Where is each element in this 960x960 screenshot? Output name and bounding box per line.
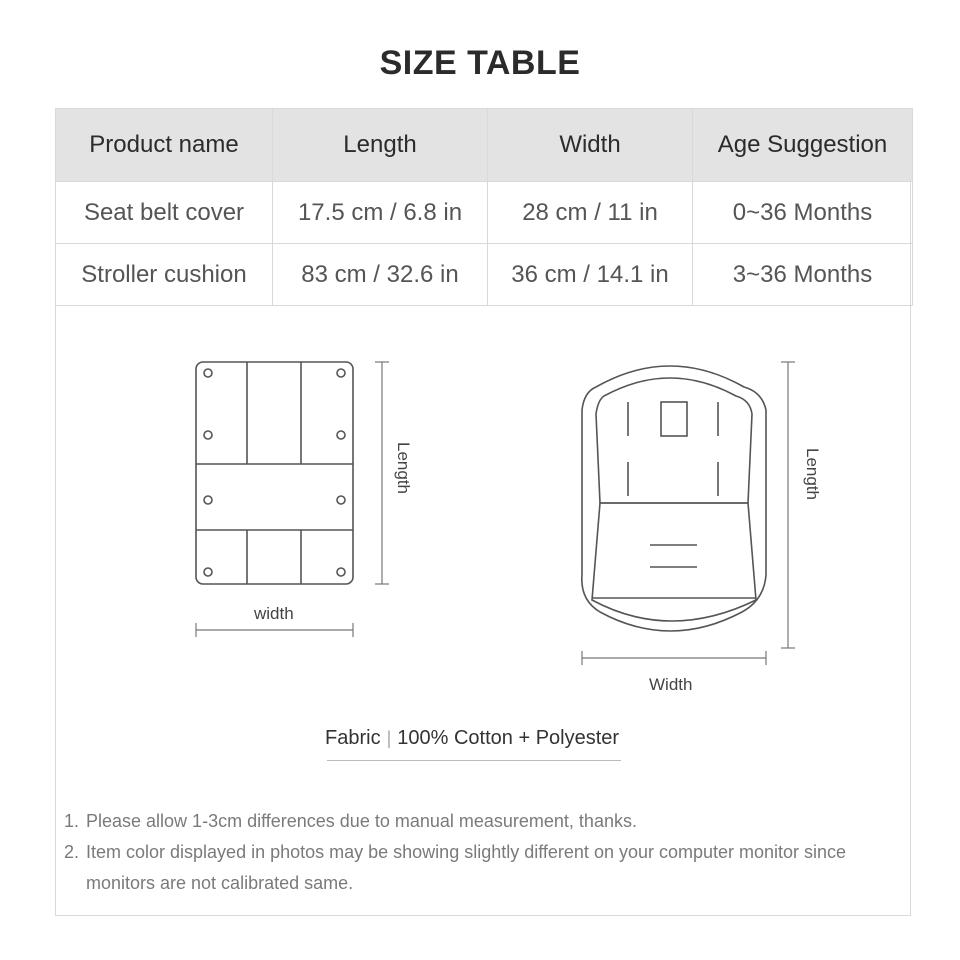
seat-belt-cover-diagram [185,350,425,650]
table-row [56,244,913,306]
left-width-label: width [254,604,294,623]
cushion-slot [661,402,687,436]
fabric-underline [327,760,621,761]
table-row [56,182,913,244]
table-header-row [56,109,913,182]
snap-dot [337,369,345,377]
left-length-label: Length [394,442,413,494]
header-age-suggestion: Age Suggestion [693,109,913,182]
list-item [64,837,914,899]
right-length-label: Length [803,448,822,500]
cell-age: 0~36 Months [693,182,913,244]
cell-length: 17.5 cm / 6.8 in [273,182,488,244]
cover-outline [196,362,353,584]
header-length: Length [273,109,488,182]
cell-age: 3~36 Months [693,244,913,306]
cushion-seat [592,503,756,621]
right-width-label: Width [649,675,693,694]
fabric-label: Fabric [325,727,381,749]
fabric-value: 100% Cotton + Polyester [397,727,620,749]
note-number: 2. [64,842,80,862]
note-text: Item color displayed in photos may be showing slightly different on your computer monitor since monitors are not calibrated same. [86,842,847,893]
snap-dot [204,568,212,576]
stroller-cushion-diagram [570,350,810,680]
fabric-separator: | [386,728,392,748]
page-title: SIZE TABLE [379,44,581,82]
header-product-name: Product name [56,109,273,182]
header-width: Width [488,109,693,182]
cell-width: 36 cm / 14.1 in [488,244,693,306]
snap-dot [204,496,212,504]
snap-dot [204,431,212,439]
snap-dot [337,496,345,504]
list-item [64,806,914,837]
cell-length: 83 cm / 32.6 in [273,244,488,306]
cell-product-name: Stroller cushion [56,244,273,306]
snap-dot [204,369,212,377]
snap-dot [337,431,345,439]
snap-dot [337,568,345,576]
note-number: 1. [64,811,80,831]
cushion-outer [582,366,766,631]
size-table [55,108,913,306]
cell-width: 28 cm / 11 in [488,182,693,244]
cell-product-name: Seat belt cover [56,182,273,244]
cushion-backrest [596,378,752,503]
note-text: Please allow 1-3cm differences due to manual measurement, thanks. [86,811,637,831]
fabric-info [325,727,619,750]
notes-list [64,806,914,899]
